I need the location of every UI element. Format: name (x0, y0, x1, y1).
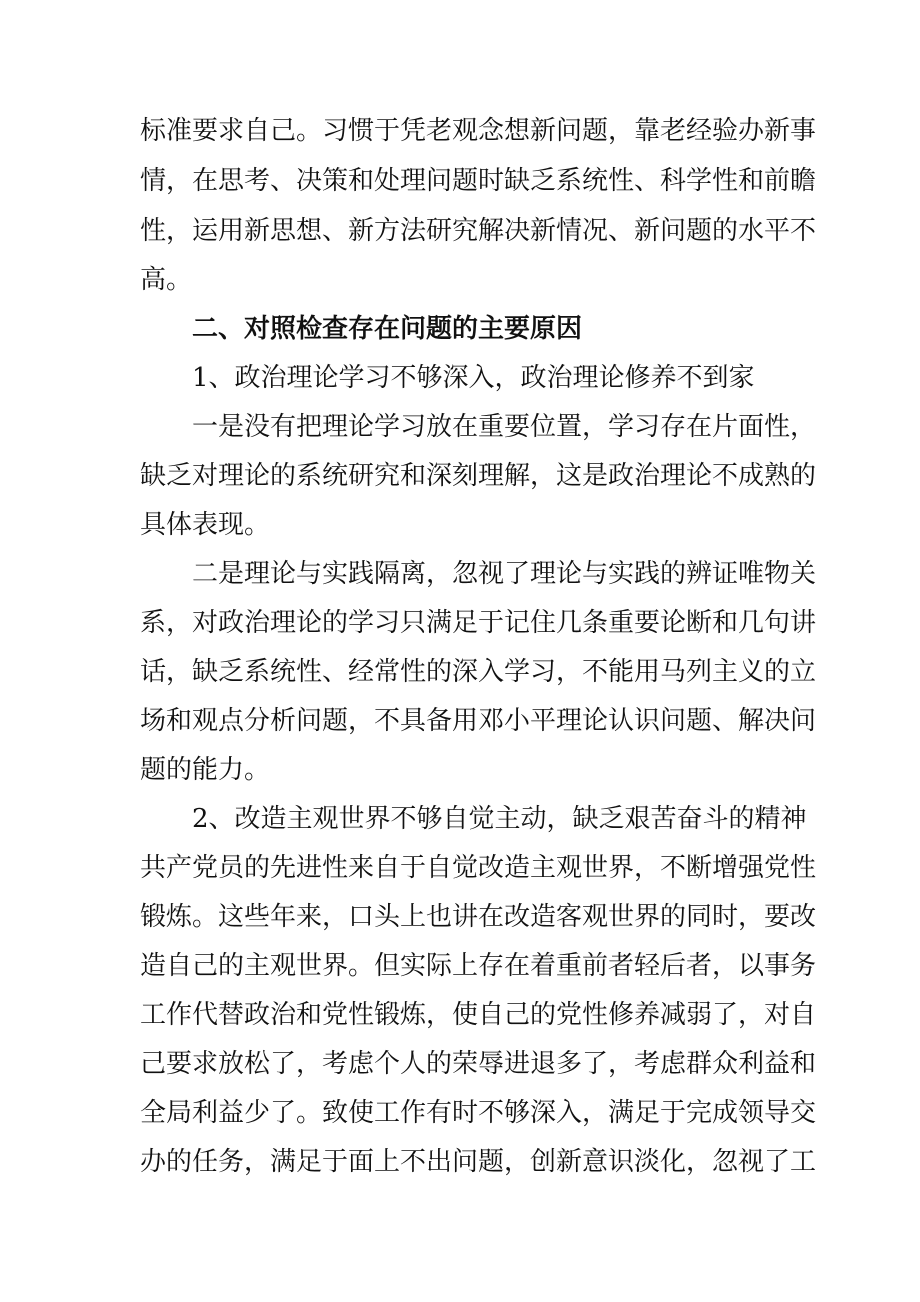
item-title: 1、政治理论学习不够深入，政治理论修养不到家 (192, 363, 755, 393)
paragraph-line: 一是没有把理论学习放在重要位置，学习存在片面性， (192, 412, 817, 442)
paragraph-line: 话，缺乏系统性、经常性的深入学习，不能用马列主义的立 (140, 657, 817, 687)
item-title: 2、改造主观世界不够自觉主动，缺乏艰苦奋斗的精神 (192, 804, 807, 834)
paragraph-line: 二是理论与实践隔离，忽视了理论与实践的辨证唯物关 (192, 559, 817, 589)
paragraph-line: 己要求放松了，考虑个人的荣辱进退多了，考虑群众利益和 (140, 1049, 817, 1079)
paragraph-line: 办的任务，满足于面上不出问题，创新意识淡化，忽视了工 (140, 1147, 817, 1177)
paragraph-line: 共产党员的先进性来自于自觉改造主观世界，不断增强党性 (140, 853, 817, 883)
paragraph-line: 标准要求自己。习惯于凭老观念想新问题，靠老经验办新事 (140, 116, 817, 146)
paragraph-line: 系，对政治理论的学习只满足于记住几条重要论断和几句讲 (140, 608, 817, 638)
paragraph-line: 工作代替政治和党性锻炼，使自己的党性修养减弱了，对自 (140, 1000, 817, 1030)
paragraph-line: 情，在思考、决策和处理问题时缺乏系统性、科学性和前瞻 (140, 166, 817, 196)
paragraph-line: 高。 (140, 265, 193, 295)
paragraph-line: 全局利益少了。致使工作有时不够深入，满足于完成领导交 (140, 1098, 817, 1128)
paragraph-line: 性，运用新思想、新方法研究解决新情况、新问题的水平不 (140, 216, 817, 246)
paragraph-line: 场和观点分析问题，不具备用邓小平理论认识问题、解决问 (140, 706, 817, 736)
paragraph-line: 题的能力。 (140, 755, 271, 785)
paragraph-line: 具体表现。 (140, 510, 271, 540)
paragraph-line: 缺乏对理论的系统研究和深刻理解，这是政治理论不成熟的 (140, 461, 817, 491)
paragraph-line: 锻炼。这些年来，口头上也讲在改造客观世界的同时，要改 (140, 902, 817, 932)
section-heading: 二、对照检查存在问题的主要原因 (192, 314, 583, 344)
paragraph-line: 造自己的主观世界。但实际上存在着重前者轻后者，以事务 (140, 951, 817, 981)
